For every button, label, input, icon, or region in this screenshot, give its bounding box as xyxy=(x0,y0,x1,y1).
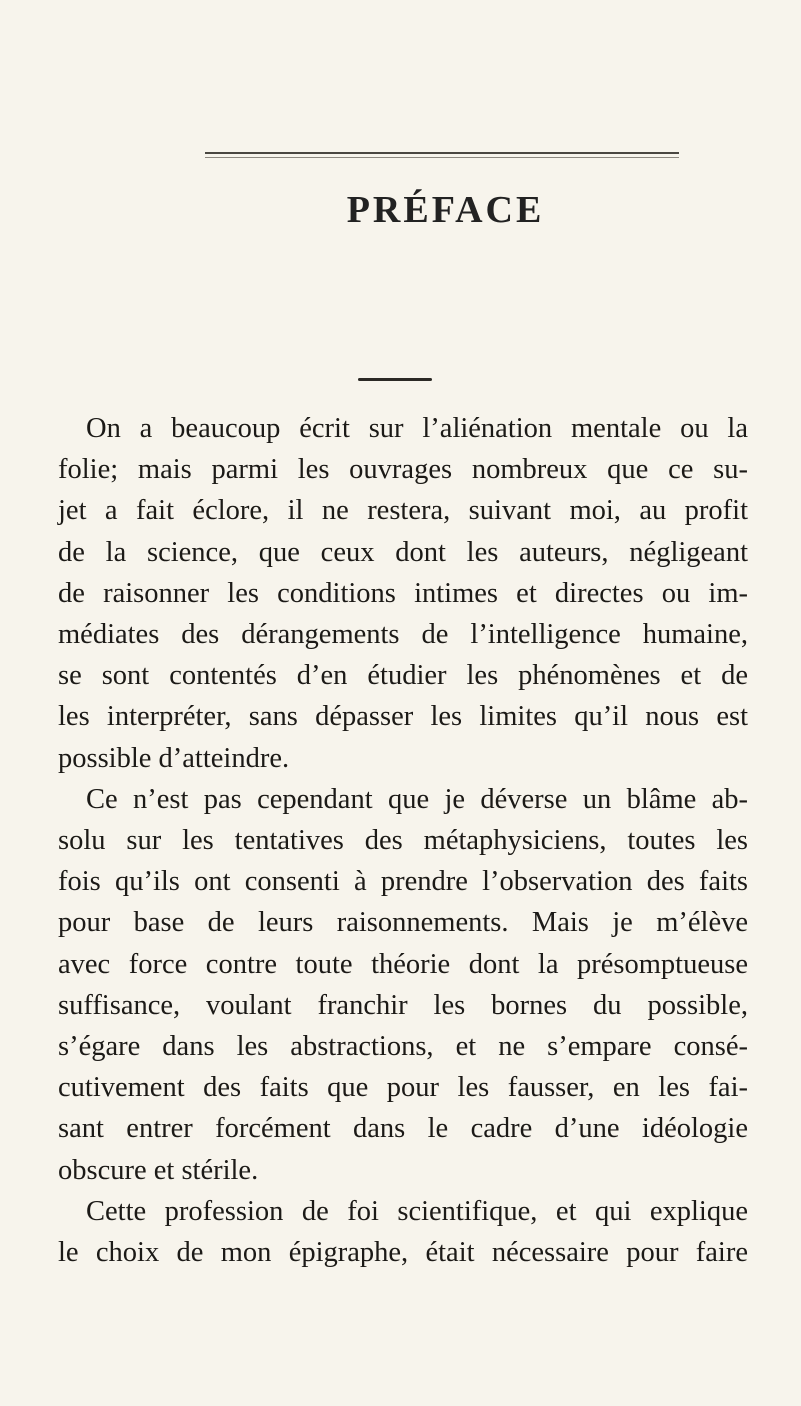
title-ornament-rule xyxy=(358,378,432,381)
text-line: se sont contentés d’en étudier les phénomènes et de xyxy=(58,660,748,692)
text-line: folie; mais parmi les ouvrages nombreux que ce su- xyxy=(58,454,748,486)
text-line: jet a fait éclore, il ne restera, suivant moi, au profit xyxy=(58,495,748,527)
text-line: obscure et stérile. xyxy=(58,1154,259,1186)
text-line: le choix de mon épigraphe, était nécessaire pour faire xyxy=(58,1237,748,1269)
text-line: s’égare dans les abstractions, et ne s’empare consé- xyxy=(58,1031,748,1063)
top-rule-thin xyxy=(205,157,679,158)
text-line: cutivement des faits que pour les fausser, en les fai- xyxy=(58,1072,748,1104)
page-title: PRÉFACE xyxy=(346,189,545,231)
text-line: sant entrer forcément dans le cadre d’une idéologie xyxy=(58,1113,748,1145)
text-line: les interpréter, sans dépasser les limites qu’il nous est xyxy=(58,701,748,733)
preface-body xyxy=(58,408,748,1273)
text-line: On a beaucoup écrit sur l’aliénation mentale ou la xyxy=(86,413,748,444)
text-line: avec force contre toute théorie dont la présomptueuse xyxy=(58,948,748,980)
text-line: médiates des dérangements de l’intelligence humaine, xyxy=(58,619,748,651)
text-line: Ce n’est pas cependant que je déverse un blâme ab- xyxy=(86,783,748,815)
text-line: pour base de leurs raisonnements. Mais je m’élève xyxy=(58,907,748,939)
text-line: de la science, que ceux dont les auteurs, négligeant xyxy=(58,536,748,568)
text-line: possible d’atteindre. xyxy=(58,742,290,774)
text-line: solu sur les tentatives des métaphysiciens, toutes les xyxy=(58,825,748,857)
top-rule xyxy=(205,152,679,154)
text-line: suffisance, voulant franchir les bornes du possible, xyxy=(58,989,748,1021)
text-line: Cette profession de foi scientifique, et qui explique xyxy=(86,1195,748,1227)
text-line: fois qu’ils ont consenti à prendre l’observation des faits xyxy=(58,866,748,898)
text-line: de raisonner les conditions intimes et directes ou im- xyxy=(58,577,748,609)
